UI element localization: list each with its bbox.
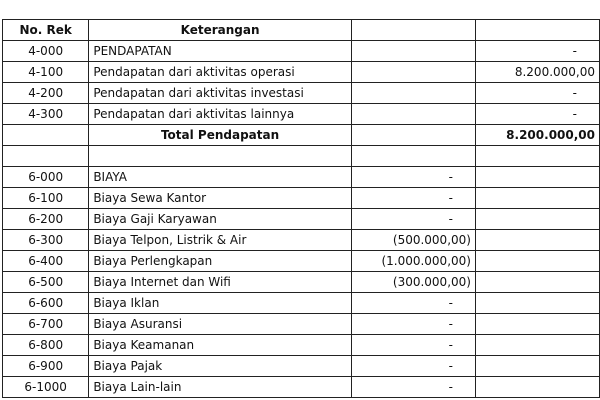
table-row — [3, 62, 600, 83]
amount-cell-a[interactable]: (500.000,00) — [351, 230, 475, 251]
account-number-cell[interactable]: 6-800 — [3, 335, 89, 356]
account-number-cell[interactable]: 6-200 — [3, 209, 89, 230]
amount-cell-a[interactable] — [351, 41, 475, 62]
amount-cell-b[interactable] — [475, 209, 599, 230]
amount-cell-a[interactable]: - — [351, 377, 475, 398]
blank-row — [3, 146, 600, 167]
description-cell[interactable]: Biaya Sewa Kantor — [89, 188, 352, 209]
description-cell[interactable]: Biaya Internet dan Wifi — [89, 272, 352, 293]
amount-cell-a[interactable]: - — [351, 293, 475, 314]
account-number-cell[interactable]: 4-100 — [3, 62, 89, 83]
description-cell[interactable]: Biaya Perlengkapan — [89, 251, 352, 272]
account-number-cell[interactable]: 6-000 — [3, 167, 89, 188]
description-cell[interactable]: Pendapatan dari aktivitas operasi — [89, 62, 352, 83]
amount-cell-b[interactable] — [475, 230, 599, 251]
header-col-b[interactable] — [475, 20, 599, 41]
amount-cell-b[interactable]: - — [475, 104, 599, 125]
amount-cell-a[interactable]: - — [351, 356, 475, 377]
blank-cell[interactable] — [351, 146, 475, 167]
table-row — [3, 41, 600, 62]
description-cell[interactable]: Biaya Pajak — [89, 356, 352, 377]
table-row — [3, 314, 600, 335]
amount-cell-b[interactable]: - — [475, 41, 599, 62]
description-cell[interactable]: Biaya Lain-lain — [89, 377, 352, 398]
amount-cell-a[interactable]: - — [351, 335, 475, 356]
financial-report-table — [2, 19, 600, 398]
blank-cell[interactable] — [89, 146, 352, 167]
account-number-cell[interactable]: 6-300 — [3, 230, 89, 251]
table-row — [3, 104, 600, 125]
amount-cell-a[interactable]: (1.000.000,00) — [351, 251, 475, 272]
amount-cell-b[interactable]: - — [475, 83, 599, 104]
amount-cell-a[interactable] — [351, 62, 475, 83]
table-row — [3, 230, 600, 251]
account-number-cell[interactable]: 6-400 — [3, 251, 89, 272]
total-col-a-cell[interactable] — [351, 125, 475, 146]
table-row — [3, 293, 600, 314]
description-cell[interactable]: Biaya Asuransi — [89, 314, 352, 335]
amount-cell-b[interactable] — [475, 188, 599, 209]
amount-cell-a[interactable] — [351, 104, 475, 125]
description-cell[interactable]: BIAYA — [89, 167, 352, 188]
amount-cell-b[interactable] — [475, 314, 599, 335]
table-row — [3, 272, 600, 293]
description-cell[interactable]: Biaya Telpon, Listrik & Air — [89, 230, 352, 251]
table-row — [3, 377, 600, 398]
description-cell[interactable]: Pendapatan dari aktivitas lainnya — [89, 104, 352, 125]
total-rek-cell[interactable] — [3, 125, 89, 146]
header-no-rek[interactable]: No. Rek — [3, 20, 89, 41]
amount-cell-a[interactable] — [351, 83, 475, 104]
table-row — [3, 83, 600, 104]
table-row — [3, 335, 600, 356]
description-cell[interactable]: Biaya Gaji Karyawan — [89, 209, 352, 230]
header-row — [3, 20, 600, 41]
total-pendapatan-row — [3, 125, 600, 146]
account-number-cell[interactable]: 6-700 — [3, 314, 89, 335]
table-row — [3, 167, 600, 188]
amount-cell-b[interactable] — [475, 251, 599, 272]
total-value-cell[interactable]: 8.200.000,00 — [475, 125, 599, 146]
amount-cell-b[interactable] — [475, 293, 599, 314]
total-label-cell[interactable]: Total Pendapatan — [89, 125, 352, 146]
header-keterangan[interactable]: Keterangan — [89, 20, 352, 41]
amount-cell-b[interactable] — [475, 335, 599, 356]
account-number-cell[interactable]: 6-600 — [3, 293, 89, 314]
description-cell[interactable]: Biaya Keamanan — [89, 335, 352, 356]
account-number-cell[interactable]: 6-100 — [3, 188, 89, 209]
blank-cell[interactable] — [475, 146, 599, 167]
amount-cell-b[interactable] — [475, 356, 599, 377]
amount-cell-a[interactable]: (300.000,00) — [351, 272, 475, 293]
blank-cell[interactable] — [3, 146, 89, 167]
amount-cell-a[interactable]: - — [351, 167, 475, 188]
description-cell[interactable]: PENDAPATAN — [89, 41, 352, 62]
account-number-cell[interactable]: 6-1000 — [3, 377, 89, 398]
description-cell[interactable]: Biaya Iklan — [89, 293, 352, 314]
table-body — [3, 20, 600, 398]
amount-cell-a[interactable]: - — [351, 209, 475, 230]
amount-cell-a[interactable]: - — [351, 188, 475, 209]
amount-cell-b[interactable] — [475, 377, 599, 398]
table-row — [3, 356, 600, 377]
amount-cell-a[interactable]: - — [351, 314, 475, 335]
account-number-cell[interactable]: 6-500 — [3, 272, 89, 293]
amount-cell-b[interactable] — [475, 167, 599, 188]
table-row — [3, 209, 600, 230]
header-col-a[interactable] — [351, 20, 475, 41]
account-number-cell[interactable]: 6-900 — [3, 356, 89, 377]
amount-cell-b[interactable]: 8.200.000,00 — [475, 62, 599, 83]
account-number-cell[interactable]: 4-200 — [3, 83, 89, 104]
account-number-cell[interactable]: 4-300 — [3, 104, 89, 125]
table-row — [3, 251, 600, 272]
amount-cell-b[interactable] — [475, 272, 599, 293]
description-cell[interactable]: Pendapatan dari aktivitas investasi — [89, 83, 352, 104]
account-number-cell[interactable]: 4-000 — [3, 41, 89, 62]
table-row — [3, 188, 600, 209]
